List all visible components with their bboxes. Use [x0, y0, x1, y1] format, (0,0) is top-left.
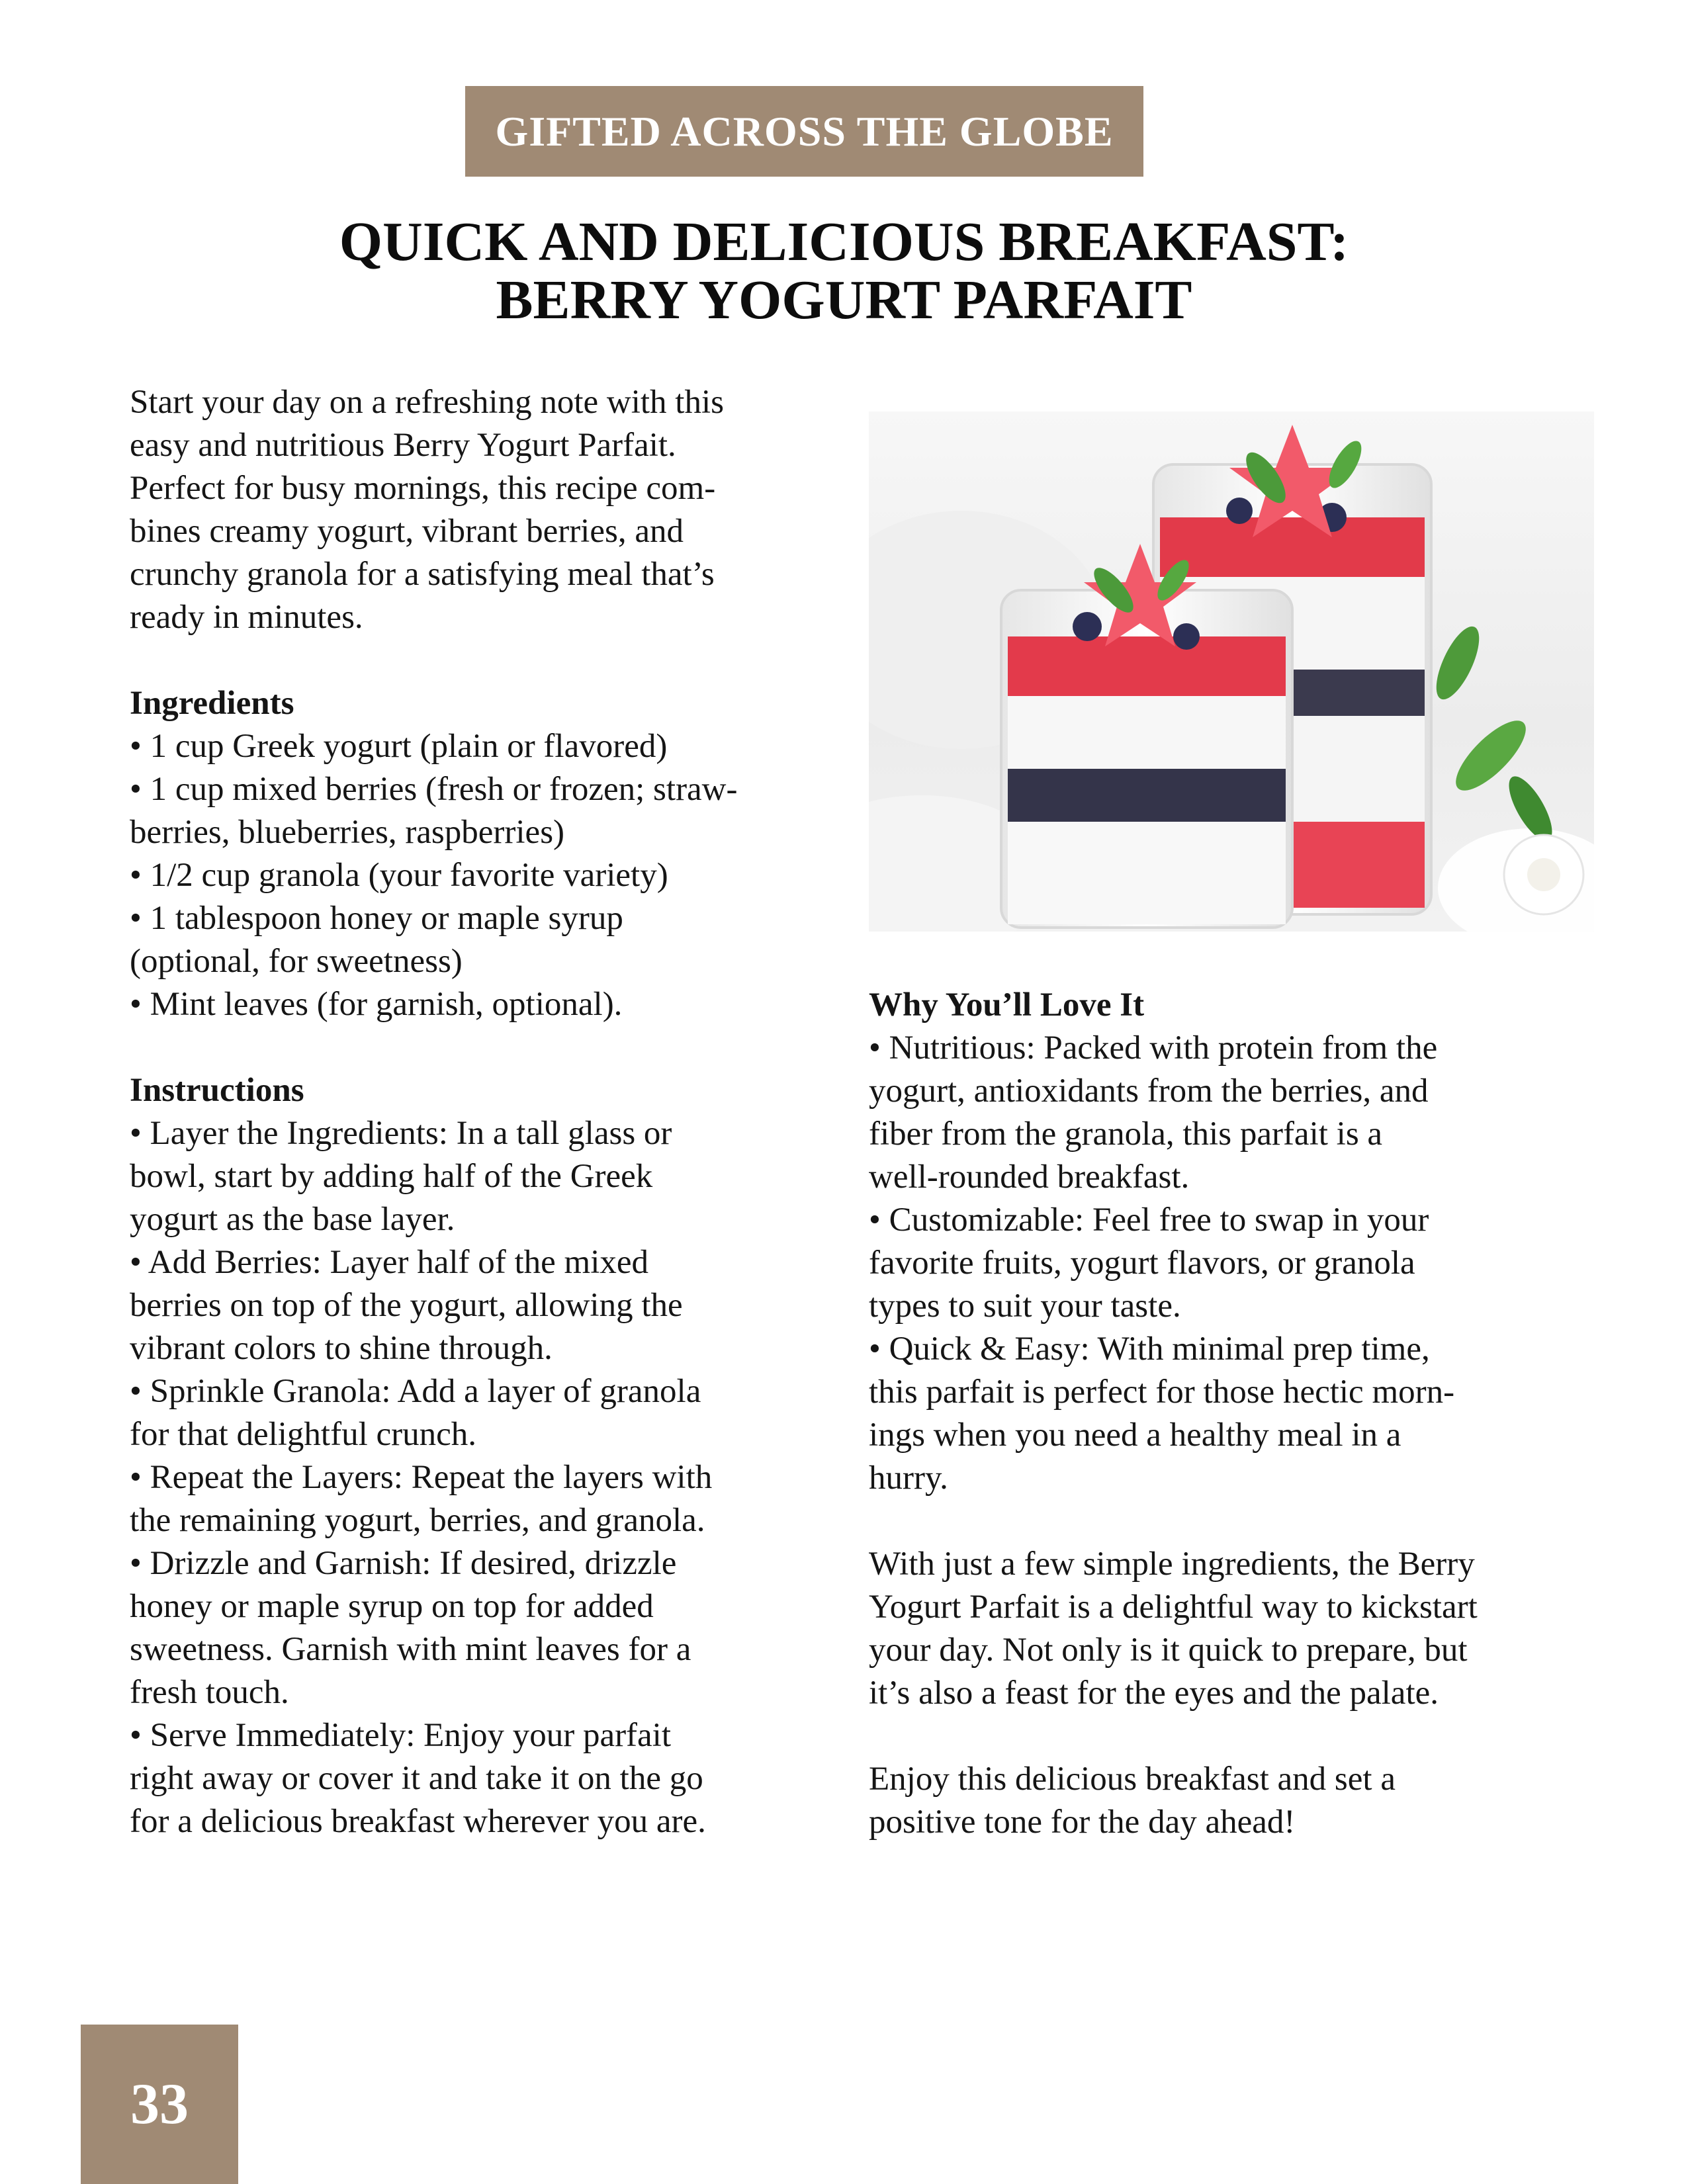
list-item: • Drizzle and Garnish: If desired, drizzle: [130, 1545, 677, 1582]
parfait-photo: [869, 412, 1594, 932]
title-line-2: BERRY YOGURT PARFAIT: [496, 269, 1192, 331]
list-item: • Quick & Easy: With minimal prep time,: [869, 1331, 1430, 1368]
list-item: hurry.: [869, 1460, 948, 1497]
list-item: • Nutritious: Packed with protein from the: [869, 1029, 1438, 1067]
title-line-1: QUICK AND DELICIOUS BREAKFAST:: [339, 211, 1349, 273]
text-line: crunchy granola for a satisfying meal that’s: [130, 556, 715, 593]
text-line: it’s also a feast for the eyes and the palate.: [869, 1675, 1439, 1712]
list-item: • Customizable: Feel free to swap in your: [869, 1201, 1429, 1239]
page-number: 33: [81, 2025, 238, 2184]
list-item: right away or cover it and take it on the go: [130, 1760, 703, 1797]
page-title: [0, 213, 1688, 329]
list-item: yogurt as the base layer.: [130, 1201, 455, 1238]
list-item: • Repeat the Layers: Repeat the layers with: [130, 1459, 713, 1496]
list-item: types to suit your taste.: [869, 1288, 1181, 1325]
list-item: bowl, start by adding half of the Greek: [130, 1158, 653, 1195]
list-item: honey or maple syrup on top for added: [130, 1588, 654, 1625]
list-item: the remaining yogurt, berries, and granola.: [130, 1502, 705, 1539]
list-item: sweetness. Garnish with mint leaves for a: [130, 1631, 691, 1668]
list-item: favorite fruits, yogurt flavors, or granola: [869, 1245, 1415, 1282]
list-item: • 1 tablespoon honey or maple syrup: [130, 900, 623, 937]
list-item: • 1 cup Greek yogurt (plain or flavored): [130, 728, 668, 765]
list-item: berries on top of the yogurt, allowing the: [130, 1287, 683, 1324]
text-line: Yogurt Parfait is a delightful way to kickstart: [869, 1589, 1478, 1626]
section-banner: GIFTED ACROSS THE GLOBE: [465, 86, 1143, 177]
closing-paragraph: [869, 1543, 1544, 1715]
ingredients-heading: Ingredients: [130, 685, 294, 722]
list-item: • Mint leaves (for garnish, optional).: [130, 986, 623, 1023]
text-line: Enjoy this delicious breakfast and set a: [869, 1761, 1396, 1798]
text-line: easy and nutritious Berry Yogurt Parfait.: [130, 427, 676, 464]
text-line: bines creamy yogurt, vibrant berries, and: [130, 513, 684, 550]
list-item: (optional, for sweetness): [130, 943, 463, 980]
list-item: • Layer the Ingredients: In a tall glass or: [130, 1115, 672, 1152]
why-list: [869, 1027, 1544, 1500]
right-column: [869, 984, 1544, 1844]
text-line: positive tone for the day ahead!: [869, 1804, 1296, 1841]
ingredients-list: [130, 725, 791, 1026]
left-column: [130, 381, 791, 1843]
text-line: your day. Not only is it quick to prepare, but: [869, 1632, 1468, 1669]
list-item: fiber from the granola, this parfait is a: [869, 1115, 1383, 1153]
list-item: well-rounded breakfast.: [869, 1158, 1190, 1196]
text-line: With just a few simple ingredients, the Berry: [869, 1546, 1475, 1583]
list-item: • 1/2 cup granola (your favorite variety): [130, 857, 668, 894]
list-item: for that delightful crunch.: [130, 1416, 476, 1453]
list-item: vibrant colors to shine through.: [130, 1330, 553, 1367]
list-item: yogurt, antioxidants from the berries, and: [869, 1072, 1429, 1110]
instructions-list: [130, 1112, 791, 1843]
text-line: ready in minutes.: [130, 599, 363, 636]
instructions-heading: Instructions: [130, 1072, 304, 1109]
list-item: ings when you need a healthy meal in a: [869, 1417, 1401, 1454]
list-item: this parfait is perfect for those hectic morn-: [869, 1374, 1455, 1411]
list-item: • Sprinkle Granola: Add a layer of granola: [130, 1373, 701, 1410]
list-item: for a delicious breakfast wherever you are.: [130, 1803, 706, 1840]
list-item: • Serve Immediately: Enjoy your parfait: [130, 1717, 672, 1754]
text-line: Start your day on a refreshing note with this: [130, 384, 724, 421]
final-paragraph: [869, 1758, 1544, 1844]
list-item: • 1 cup mixed berries (fresh or frozen; straw-: [130, 771, 738, 808]
intro-paragraph: [130, 381, 791, 639]
list-item: fresh touch.: [130, 1674, 289, 1711]
why-heading: Why You’ll Love It: [869, 986, 1145, 1024]
list-item: berries, blueberries, raspberries): [130, 814, 565, 851]
list-item: • Add Berries: Layer half of the mixed: [130, 1244, 649, 1281]
text-line: Perfect for busy mornings, this recipe com-: [130, 470, 716, 507]
